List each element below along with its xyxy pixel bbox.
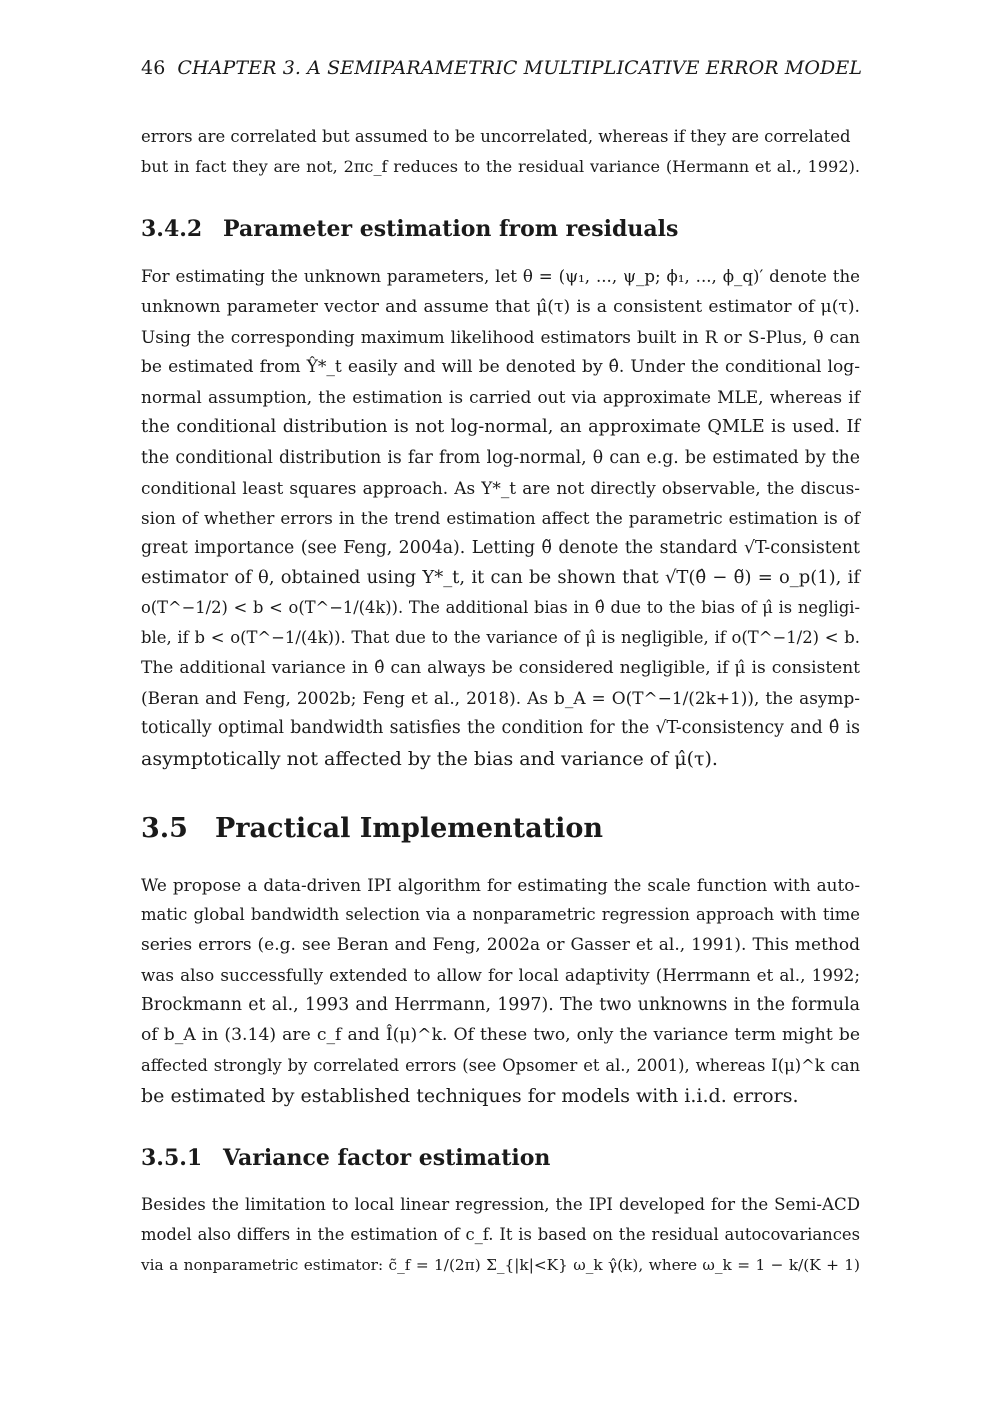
text-line: asymptotically not affected by the bias and variance of μ̂(τ).	[141, 747, 718, 770]
section-title: Variance factor estimation	[223, 1145, 551, 1171]
running-header	[141, 57, 863, 79]
section-number: 3.4.2	[141, 216, 203, 242]
text-line: series errors (e.g. see Beran and Feng, 2002a or Gasser et al., 1991). This method	[141, 935, 860, 956]
text-line: was also successfully extended to allow for local adaptivity (Herrmann et al., 1992;	[141, 965, 860, 986]
text-line: model also differs in the estimation of c_f. It is based on the residual autocovariances	[141, 1225, 860, 1245]
paragraph-variance-factor	[141, 1190, 860, 1280]
text-line: unknown parameter vector and assume that μ̂(τ) is a consistent estimator of μ(τ).	[141, 297, 860, 318]
text-line: matic global bandwidth selection via a nonparametric regression approach with time	[141, 905, 860, 925]
section-heading-3-5	[141, 813, 603, 844]
paragraph-practical-implementation	[141, 870, 860, 1111]
text-line: Using the corresponding maximum likelihood estimators built in R or S-Plus, θ can	[141, 327, 860, 348]
intro-paragraph	[141, 122, 860, 182]
section-heading-3-5-1	[141, 1145, 550, 1171]
section-title: Parameter estimation from residuals	[223, 216, 679, 242]
text-line: the conditional distribution is not log-normal, an approximate QMLE is used. If	[141, 417, 860, 438]
text-line: sion of whether errors in the trend estimation affect the parametric estimation is of	[141, 507, 860, 528]
running-title: CHAPTER 3. A SEMIPARAMETRIC MULTIPLICATIVE ERROR MODEL	[177, 57, 863, 79]
text-line: be estimated by established techniques for models with i.i.d. errors.	[141, 1084, 799, 1107]
text-line: conditional least squares approach. As Y*_t are not directly observable, the discus-	[141, 477, 860, 498]
text-line: great importance (see Feng, 2004a). Letting θ̃ denote the standard √T-consistent	[141, 537, 860, 558]
page-number: 46	[141, 57, 166, 79]
text-line: be estimated from Ŷ*_t easily and will be denoted by θ̂. Under the conditional log-	[141, 357, 860, 378]
text-line: via a nonparametric estimator: c̃_f = 1/(2π) Σ_{|k|<K} ω_k γ̂(k), where ω_k = 1 − k/(K + 1)	[141, 1256, 860, 1275]
section-number: 3.5.1	[141, 1145, 203, 1171]
text-line: the conditional distribution is far from log-normal, θ can e.g. be estimated by the	[141, 447, 860, 468]
text-line: o(T^−1/2) < b < o(T^−1/(4k)). The additional bias in θ̂ due to the bias of μ̂ is negligi-	[141, 598, 860, 618]
paragraph-parameter-estimation	[141, 262, 860, 774]
text-line: normal assumption, the estimation is carried out via approximate MLE, whereas if	[141, 387, 860, 408]
text-line: We propose a data-driven IPI algorithm for estimating the scale function with auto-	[141, 875, 860, 895]
text-line: For estimating the unknown parameters, let θ = (ψ₁, ..., ψ_p; ϕ₁, ..., ϕ_q)′ denote the	[141, 267, 860, 286]
text-line: affected strongly by correlated errors (see Opsomer et al., 2001), whereas I(μ)^k can	[141, 1055, 860, 1075]
text-line: Brockmann et al., 1993 and Herrmann, 1997). The two unknowns in the formula	[141, 995, 860, 1016]
text-line: Besides the limitation to local linear regression, the IPI developed for the Semi-ACD	[141, 1195, 860, 1214]
text-line: of b_A in (3.14) are c_f and Î(μ)^k. Of these two, only the variance term might be	[141, 1025, 860, 1046]
section-heading-3-4-2	[141, 216, 678, 242]
text-line: The additional variance in θ̂ can always be considered negligible, if μ̂ is consistent	[141, 658, 860, 679]
text-line: ble, if b < o(T^−1/(4k)). That due to the variance of μ̂ is negligible, if o(T^−1/2) < b.	[141, 628, 860, 648]
text-line: (Beran and Feng, 2002b; Feng et al., 2018). As b_A = O(T^−1/(2k+1)), the asymp-	[141, 688, 860, 709]
section-title: Practical Implementation	[215, 813, 604, 844]
section-number: 3.5	[141, 813, 188, 844]
text-line: errors are correlated but assumed to be uncorrelated, whereas if they are correlated	[141, 127, 851, 146]
text-line: totically optimal bandwidth satisfies the condition for the √T-consistency and θ̂ is	[141, 718, 860, 739]
text-line: estimator of θ, obtained using Y*_t, it can be shown that √T(θ̂ − θ̃) = o_p(1), if	[141, 566, 860, 588]
text-line: but in fact they are not, 2πc_f reduces to the residual variance (Hermann et al., 1992).	[141, 157, 860, 177]
